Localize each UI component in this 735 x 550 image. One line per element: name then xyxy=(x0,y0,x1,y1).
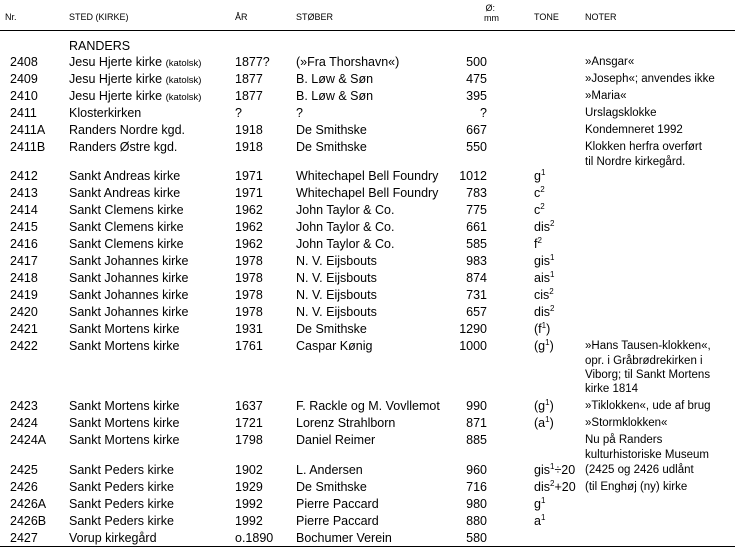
row-ar: 1918 xyxy=(235,123,263,137)
row-tone xyxy=(534,496,545,513)
table-row xyxy=(0,398,735,415)
row-sted-name: Sankt Clemens kirke xyxy=(69,203,184,217)
row-sted-name: Jesu Hjerte kirke xyxy=(69,72,163,86)
row-sted-name: Jesu Hjerte kirke xyxy=(69,55,163,69)
row-stober: De Smithske xyxy=(296,480,367,494)
row-sted xyxy=(69,270,189,287)
row-ar: 1992 xyxy=(235,497,263,511)
tone-octave: 2 xyxy=(540,185,545,194)
row-note: »Hans Tausen-klokken«, xyxy=(585,340,711,352)
row-stober: N. V. Eijsbouts xyxy=(296,288,377,302)
tone-suffix: +20 xyxy=(554,480,576,494)
row-ar: 1971 xyxy=(235,169,263,183)
row-stober: John Taylor & Co. xyxy=(296,203,395,217)
header-sted: STED (KIRKE) xyxy=(69,12,129,22)
row-note-continuation: opr. i Gråbrødrekirken i xyxy=(585,355,703,367)
table-row xyxy=(0,321,735,338)
tone-octave: 1 xyxy=(549,270,555,279)
row-sted-name: Sankt Mortens kirke xyxy=(69,322,180,336)
row-tone xyxy=(534,236,542,253)
row-ar: 1877? xyxy=(235,55,270,69)
row-ar: 1929 xyxy=(235,480,263,494)
tone-octave: 1 xyxy=(540,496,546,505)
row-stober: De Smithske xyxy=(296,123,367,137)
row-tone xyxy=(534,479,576,496)
row-stober: B. Løw & Søn xyxy=(296,89,374,103)
row-ar: 1978 xyxy=(235,288,263,302)
tone-octave: 2 xyxy=(549,304,555,313)
row-nr: 2417 xyxy=(10,254,38,268)
row-sted-name: Sankt Johannes kirke xyxy=(69,271,189,285)
row-note: (2425 og 2426 udlånt xyxy=(585,464,694,476)
row-ar: ? xyxy=(235,106,242,120)
row-stober: B. Løw & Søn xyxy=(296,72,374,86)
tone-letter: (a xyxy=(534,416,546,430)
row-stober: Pierre Paccard xyxy=(296,497,379,511)
tone-octave: 2 xyxy=(540,202,545,211)
row-diameter: 960 xyxy=(466,463,487,477)
row-sted xyxy=(69,253,189,270)
row-sted xyxy=(69,185,180,202)
row-sted-name: Sankt Mortens kirke xyxy=(69,433,180,447)
row-ar: 1962 xyxy=(235,237,263,251)
row-diameter: 990 xyxy=(466,399,487,413)
row-ar: 1918 xyxy=(235,140,263,154)
row-tone xyxy=(534,462,575,479)
row-tone xyxy=(534,398,554,415)
row-diameter: ? xyxy=(480,106,487,120)
table-row xyxy=(0,287,735,304)
row-sted-name: Sankt Mortens kirke xyxy=(69,339,180,353)
row-stober: ? xyxy=(296,106,303,120)
row-note: »Joseph«; anvendes ikke xyxy=(585,73,715,85)
row-stober: N. V. Eijsbouts xyxy=(296,254,377,268)
row-sted xyxy=(69,122,185,139)
row-note: Nu på Randers xyxy=(585,434,663,446)
section-title: RANDERS xyxy=(69,39,131,53)
row-nr: 2413 xyxy=(10,186,38,200)
row-sted-name: Sankt Johannes kirke xyxy=(69,254,189,268)
row-sted xyxy=(69,168,180,185)
row-note: »Stormklokken« xyxy=(585,417,668,429)
row-tone xyxy=(534,415,554,432)
row-sted xyxy=(69,496,174,513)
table-row xyxy=(0,236,735,253)
row-sted xyxy=(69,432,179,449)
row-sted xyxy=(69,338,179,355)
table-row xyxy=(0,338,735,355)
row-nr: 2421 xyxy=(10,322,38,336)
row-diameter: 783 xyxy=(466,186,487,200)
row-sted xyxy=(69,462,174,479)
tone-suffix: ) xyxy=(549,339,554,353)
row-stober: N. V. Eijsbouts xyxy=(296,271,377,285)
row-ar: 1931 xyxy=(235,322,263,336)
table-row xyxy=(0,415,735,432)
row-ar: 1978 xyxy=(235,254,263,268)
row-diameter: 661 xyxy=(466,220,487,234)
header-nr: Nr. xyxy=(5,12,17,22)
row-sted xyxy=(69,54,201,72)
row-sted-name: Sankt Peders kirke xyxy=(69,480,174,494)
tone-suffix: ) xyxy=(549,399,554,413)
row-stober: Daniel Reimer xyxy=(296,433,376,447)
table-row xyxy=(0,496,735,513)
row-ar: 1978 xyxy=(235,271,263,285)
row-ar: 1962 xyxy=(235,220,263,234)
row-note: »Tiklokken«, ude af brug xyxy=(585,400,711,412)
table-row xyxy=(0,54,735,71)
table-row xyxy=(0,479,735,496)
row-tone xyxy=(534,304,554,321)
row-diameter: 716 xyxy=(466,480,487,494)
row-nr: 2419 xyxy=(10,288,38,302)
row-sted xyxy=(69,398,179,415)
row-nr: 2408 xyxy=(10,55,38,69)
row-nr: 2409 xyxy=(10,72,38,86)
row-diameter: 585 xyxy=(466,237,487,251)
row-tone xyxy=(534,270,554,287)
row-tone xyxy=(534,287,554,304)
tone-letter: a xyxy=(534,514,541,528)
row-note: Kondemneret 1992 xyxy=(585,124,683,136)
row-nr: 2426B xyxy=(10,514,47,528)
row-diameter: 667 xyxy=(466,123,487,137)
tone-octave: 1 xyxy=(545,338,550,347)
row-nr: 2424A xyxy=(10,433,47,447)
row-nr: 2426A xyxy=(10,497,47,511)
row-sted xyxy=(69,236,184,253)
table-row xyxy=(0,513,735,530)
header-rule-top xyxy=(0,30,735,31)
row-diameter: 983 xyxy=(466,254,487,268)
table-row xyxy=(0,139,735,156)
row-tone xyxy=(534,168,545,185)
row-diameter: 775 xyxy=(466,203,487,217)
row-sted xyxy=(69,202,184,219)
row-note-continuation: kulturhistoriske Museum xyxy=(585,449,709,461)
row-sted-name: Jesu Hjerte kirke xyxy=(69,89,163,103)
row-ar: 1992 xyxy=(235,514,263,528)
row-ar: 1798 xyxy=(235,433,263,447)
row-note: (til Enghøj (ny) kirke xyxy=(585,481,688,493)
row-sted-name: Sankt Peders kirke xyxy=(69,514,174,528)
row-sted-qualifier: (katolsk) xyxy=(165,58,202,69)
row-diameter: 550 xyxy=(466,140,487,154)
row-ar: 1877 xyxy=(235,89,263,103)
row-tone xyxy=(534,202,545,219)
row-stober: John Taylor & Co. xyxy=(296,220,395,234)
tone-letter: dis xyxy=(534,305,550,319)
tone-letter: dis xyxy=(534,220,550,234)
header-ar: ÅR xyxy=(235,12,248,22)
row-sted xyxy=(69,287,189,304)
table-row xyxy=(0,168,735,185)
table-row xyxy=(0,105,735,122)
row-sted xyxy=(69,88,201,106)
row-tone xyxy=(534,513,545,530)
row-sted xyxy=(69,479,174,496)
row-sted-name: Sankt Clemens kirke xyxy=(69,220,184,234)
row-diameter: 500 xyxy=(466,55,487,69)
header-mm: mm xyxy=(484,13,499,23)
row-note-continuation: til Nordre kirkegård. xyxy=(585,156,686,168)
tone-suffix: ) xyxy=(549,416,554,430)
tone-letter: cis xyxy=(534,288,550,302)
header-diameter: Ø: xyxy=(485,3,495,13)
table-row xyxy=(0,185,735,202)
row-stober: Whitechapel Bell Foundry xyxy=(296,169,439,183)
row-tone xyxy=(534,338,554,355)
row-diameter: 871 xyxy=(466,416,487,430)
row-stober: F. Rackle og M. Vovllemot xyxy=(296,399,440,413)
header-tone: TONE xyxy=(534,12,559,22)
row-sted xyxy=(69,321,179,338)
tone-octave: 1 xyxy=(541,321,547,330)
row-nr: 2410 xyxy=(10,89,38,103)
tone-letter: ais xyxy=(534,271,550,285)
row-sted-name: Sankt Johannes kirke xyxy=(69,288,189,302)
row-tone xyxy=(534,185,545,202)
table-row xyxy=(0,122,735,139)
row-tone xyxy=(534,253,554,270)
row-ar: 1637 xyxy=(235,399,263,413)
row-sted-name: Randers Østre kgd. xyxy=(69,140,178,154)
table-row xyxy=(0,71,735,88)
row-nr: 2414 xyxy=(10,203,38,217)
row-sted xyxy=(69,530,157,547)
row-diameter: 580 xyxy=(466,531,487,545)
tone-octave: 1 xyxy=(549,253,555,262)
row-sted xyxy=(69,415,179,432)
row-nr: 2425 xyxy=(10,463,38,477)
row-sted xyxy=(69,105,141,122)
row-stober: N. V. Eijsbouts xyxy=(296,305,377,319)
table-row xyxy=(0,202,735,219)
row-sted-name: Sankt Andreas kirke xyxy=(69,186,181,200)
row-note: Klokken herfra overført xyxy=(585,141,702,153)
tone-letter: c xyxy=(534,203,541,217)
row-diameter: 657 xyxy=(466,305,487,319)
tone-letter: g xyxy=(534,497,541,511)
table-row xyxy=(0,88,735,105)
row-stober: L. Andersen xyxy=(296,463,363,477)
row-sted xyxy=(69,71,201,89)
row-tone xyxy=(534,321,550,338)
row-ar: o.1890 xyxy=(235,531,274,545)
row-stober: De Smithske xyxy=(296,140,367,154)
row-sted-name: Sankt Mortens kirke xyxy=(69,399,180,413)
row-ar: 1971 xyxy=(235,186,263,200)
row-nr: 2411 xyxy=(10,106,37,120)
tone-octave: 1 xyxy=(540,513,546,522)
table-row xyxy=(0,462,735,479)
tone-letter: gis xyxy=(534,254,550,268)
row-nr: 2423 xyxy=(10,399,38,413)
tone-letter: (g xyxy=(534,339,546,353)
row-ar: 1877 xyxy=(235,72,263,86)
row-sted xyxy=(69,304,189,321)
row-stober: Bochumer Verein xyxy=(296,531,392,545)
row-nr: 2422 xyxy=(10,339,38,353)
row-tone xyxy=(534,219,554,236)
row-diameter: 1000 xyxy=(459,339,487,353)
row-ar: 1761 xyxy=(235,339,263,353)
row-diameter: 1012 xyxy=(459,169,487,183)
table-row xyxy=(0,253,735,270)
row-sted-name: Klosterkirken xyxy=(69,106,142,120)
row-sted-name: Sankt Andreas kirke xyxy=(69,169,181,183)
row-nr: 2427 xyxy=(10,531,38,545)
row-stober: Lorenz Strahlborn xyxy=(296,416,396,430)
tone-suffix: ) xyxy=(546,322,551,336)
row-stober: Pierre Paccard xyxy=(296,514,379,528)
footer-rule xyxy=(0,546,735,547)
tone-octave: 2 xyxy=(549,479,555,488)
table-row xyxy=(0,270,735,287)
tone-octave: 1 xyxy=(540,168,546,177)
row-nr: 2426 xyxy=(10,480,38,494)
row-sted xyxy=(69,139,177,156)
tone-letter: c xyxy=(534,186,541,200)
tone-octave: 1 xyxy=(549,462,555,471)
tone-letter: dis xyxy=(534,480,550,494)
row-nr: 2424 xyxy=(10,416,38,430)
row-sted-qualifier: (katolsk) xyxy=(165,92,202,103)
table-row xyxy=(0,432,735,449)
row-diameter: 475 xyxy=(466,72,487,86)
row-ar: 1721 xyxy=(235,416,263,430)
tone-letter: g xyxy=(534,169,541,183)
tone-octave: 2 xyxy=(549,219,555,228)
tone-octave: 2 xyxy=(537,236,542,245)
row-diameter: 885 xyxy=(466,433,487,447)
row-note: »Ansgar« xyxy=(585,56,635,68)
row-sted-name: Vorup kirkegård xyxy=(69,531,157,545)
table-row xyxy=(0,219,735,236)
row-note: Urslagsklokke xyxy=(585,107,657,119)
row-stober: Caspar Kønig xyxy=(296,339,373,353)
tone-letter: (g xyxy=(534,399,546,413)
header-stober: STØBER xyxy=(296,12,334,22)
row-nr: 2411A xyxy=(10,123,46,137)
row-sted-name: Sankt Johannes kirke xyxy=(69,305,189,319)
row-diameter: 1290 xyxy=(459,322,487,336)
row-diameter: 395 xyxy=(466,89,487,103)
tone-octave: 1 xyxy=(545,415,550,424)
row-sted-qualifier: (katolsk) xyxy=(165,75,202,86)
row-note-continuation: Viborg; til Sankt Mortens xyxy=(585,369,711,381)
tone-octave: 2 xyxy=(549,287,554,296)
tone-letter: f xyxy=(534,237,538,251)
row-sted-name: Sankt Mortens kirke xyxy=(69,416,180,430)
row-sted-name: Sankt Peders kirke xyxy=(69,463,174,477)
row-nr: 2420 xyxy=(10,305,38,319)
row-stober: Whitechapel Bell Foundry xyxy=(296,186,439,200)
row-sted-name: Sankt Clemens kirke xyxy=(69,237,184,251)
row-nr: 2412 xyxy=(10,169,38,183)
row-nr: 2418 xyxy=(10,271,38,285)
table-row xyxy=(0,530,735,547)
row-nr: 2415 xyxy=(10,220,38,234)
header-noter: NOTER xyxy=(585,12,617,22)
row-diameter: 980 xyxy=(466,497,487,511)
row-ar: 1962 xyxy=(235,203,263,217)
row-note: »Maria« xyxy=(585,90,627,102)
tone-letter: gis xyxy=(534,463,550,477)
tone-octave: 1 xyxy=(545,398,550,407)
row-nr: 2411B xyxy=(10,140,46,154)
tone-suffix: ÷20 xyxy=(554,463,576,477)
row-ar: 1978 xyxy=(235,305,263,319)
row-nr: 2416 xyxy=(10,237,38,251)
tone-letter: (f xyxy=(534,322,542,336)
row-stober: (»Fra Thorshavn«) xyxy=(296,55,400,69)
row-diameter: 731 xyxy=(466,288,487,302)
row-sted-name: Sankt Peders kirke xyxy=(69,497,174,511)
row-sted xyxy=(69,513,174,530)
row-ar: 1902 xyxy=(235,463,263,477)
row-sted-name: Randers Nordre kgd. xyxy=(69,123,186,137)
row-stober: De Smithske xyxy=(296,322,367,336)
table-row xyxy=(0,304,735,321)
row-diameter: 880 xyxy=(466,514,487,528)
row-note-continuation: kirke 1814 xyxy=(585,383,639,395)
row-diameter: 874 xyxy=(466,271,487,285)
row-stober: John Taylor & Co. xyxy=(296,237,395,251)
row-sted xyxy=(69,219,184,236)
